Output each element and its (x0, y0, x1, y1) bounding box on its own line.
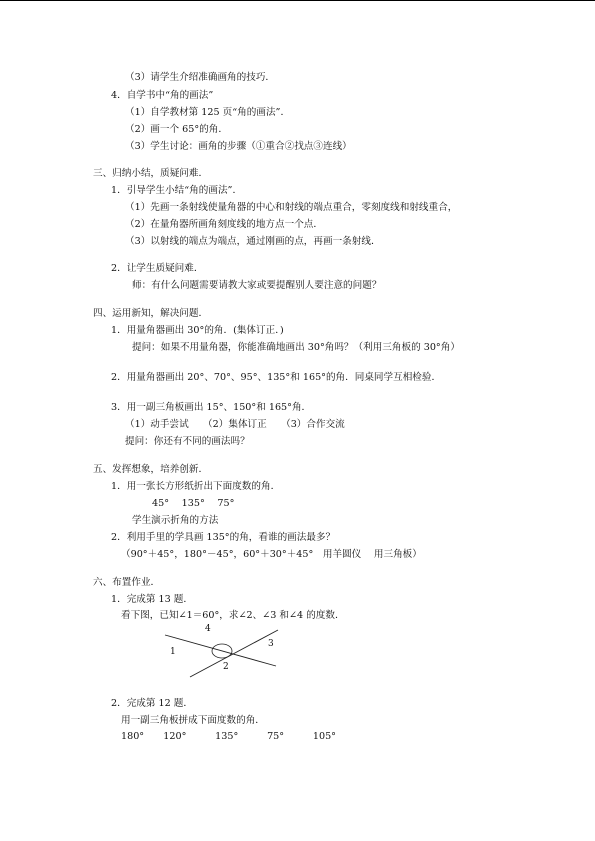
text-line: 提问：你还有不同的画法吗？ (125, 436, 250, 447)
text-line: 1．完成第 13 题． (111, 594, 193, 605)
text-line: （1）动手尝试 （2）集体订正 （3）合作交流 (125, 419, 345, 430)
section-heading: 六、布置作业． (93, 577, 161, 588)
text-line: （1）自学教材第 125 页“角的画法”． (125, 107, 291, 118)
text-line: 45° 135° 75° (152, 498, 235, 509)
text-line: 2．用量角器画出 20°、70°、95°、135°和 165°的角．同桌同学互相检验． (111, 372, 442, 383)
text-line: 4．自学书中“角的画法” (111, 90, 214, 101)
section-heading: 三、归纳小结，质疑问难． (93, 168, 209, 179)
angle-label-4: 4 (205, 624, 211, 634)
text-line: （90°＋45°，180°－45°，60°＋30°＋45° 用羊圆仪 用三角板） (121, 549, 422, 560)
section-heading: 四、运用新知，解决问题． (93, 308, 209, 319)
text-line: （3）请学生介绍准确画角的技巧． (125, 72, 276, 83)
text-line: 学生演示折角的方法 (132, 515, 219, 526)
angle-figure (150, 620, 290, 680)
line-two (190, 630, 278, 677)
text-line: 2．利用手里的学具画 135°的角，看谁的画法最多？ (111, 532, 336, 543)
text-line: 提问：如果不用量角器，你能准确地画出 30°角吗？（利用三角板的 30°角） (132, 342, 460, 353)
text-line: （3）学生讨论：画角的步骤（①重合②找点③连线） (125, 141, 352, 152)
text-line: 用一副三角板拼成下面度数的角． (121, 715, 265, 726)
text-line: 3．用一副三角板画出 15°、150°和 165°角． (111, 402, 312, 413)
angle-label-2: 2 (223, 662, 229, 672)
text-line: 看下图，已知∠1＝60°，求∠2、∠3 和∠4 的度数． (121, 610, 345, 621)
text-line: 2．完成第 12 题． (111, 698, 193, 709)
page-top-rule (0, 0, 595, 1)
text-line: 180° 120° 135° 75° 105° (121, 731, 336, 742)
text-line: （2）在量角器所画角刻度线的地方点一个点． (125, 219, 323, 230)
text-line: 1．用一张长方形纸折出下面度数的角． (111, 481, 281, 492)
text-line: 1．用量角器画出 30°的角．(集体订正．) (111, 325, 284, 336)
text-line: 1．引导学生小结“角的画法”． (111, 185, 243, 196)
angle-label-3: 3 (268, 639, 274, 649)
angle-label-1: 1 (170, 647, 176, 657)
text-line: （2）画一个 65°的角． (125, 124, 228, 135)
text-line: 2．让学生质疑问难． (111, 263, 204, 274)
section-heading: 五、发挥想象，培养创新． (93, 464, 209, 475)
text-line: （3）以射线的端点为端点，通过刚画的点，再画一条射线． (125, 236, 381, 247)
text-line: 师：有什么问题需要请教大家或要提醒别人要注意的问题？ (132, 280, 382, 291)
text-line: （1）先画一条射线使量角器的中心和射线的端点重合，零刻度线和射线重合， (125, 202, 458, 213)
